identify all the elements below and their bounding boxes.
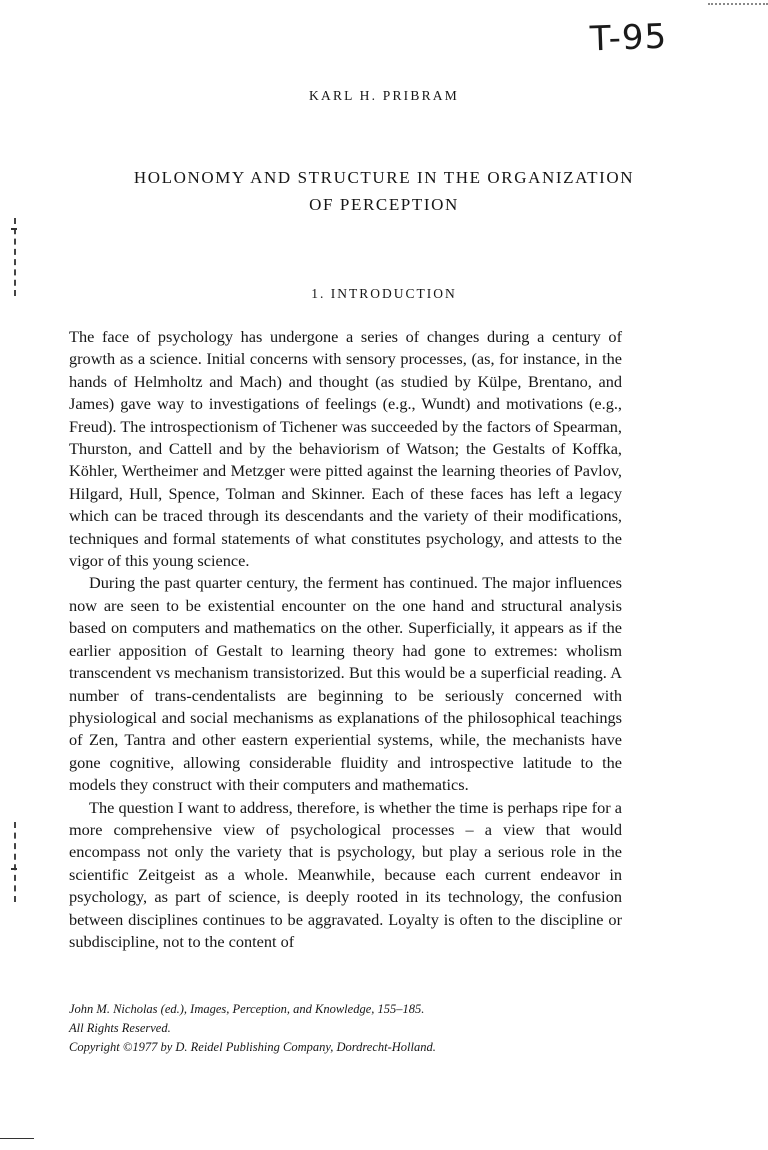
- margin-tick-top: [11, 228, 17, 230]
- footer-citation: John M. Nicholas (ed.), Images, Perception, and Knowledge, 155–185.: [69, 1002, 425, 1016]
- author-name: KARL H. PRIBRAM: [309, 88, 459, 103]
- bottom-rule: [0, 1138, 34, 1139]
- corner-scan-mark: [708, 3, 768, 7]
- paragraph-2: During the past quarter century, the ferment has continued. The major influences now are seen to be existential encounter on the one hand and structural analysis based on computers and mathematics on the other. Superficially, it appears as if the earlier apposition of Gestalt to learning theory had gone to extremes: wholism transcendent vs mechanism transistorized. But this would be a superficial reading. A number of trans-cendentalists are beginning to be seriously concerned with physiological and social mechanisms as explanations of the philosophical teachings of Zen, Tantra and other eastern experiential systems, while, the mechanists have gone cognitive, allowing considerable fluidity and introspective latitude to the models they construct with their computers and mathematics.: [69, 573, 622, 795]
- footer-citation-block: [69, 1000, 629, 1057]
- section-heading: 1. INTRODUCTION: [311, 286, 457, 301]
- paragraph-1: The face of psychology has undergone a series of changes during a century of growth as a science. Initial concerns with sensory processes, (as, for instance, in the hands of Helmholtz and Mach) and thought (as studied by Külpe, Brentano, and James) gave way to investigations of feelings (e.g., Wundt) and motivations (e.g., Freud). The introspectionism of Tichener was succeeded by the factors of Spearman, Thurston, and Cattell and by the behaviorism of Watson; the Gestalts of Koffka, Köhler, Wertheimer and Metzger were pitted against the learning theories of Pavlov, Hilgard, Hull, Spence, Tolman and Skinner. Each of these faces has left a legacy which can be traced through its descendants and the variety of their modifications, techniques and formal statements of what constitutes psychology, and attests to the vigor of this young science.: [69, 327, 622, 571]
- paragraph-3: The question I want to address, therefore, is whether the time is perhaps ripe for a more comprehensive view of psychological processes – a view that would encompass not only the variety that is psychology, but play a serious role in the scientific Zeitgeist as a whole. Meanwhile, because each current endeavor in psychology, as part of science, is deeply rooted in its technology, the confusion between disciplines continues to be aggravated. Loyalty is often to the discipline or subdiscipline, not to the content of: [69, 797, 622, 951]
- footer-rights: All Rights Reserved.: [69, 1021, 171, 1035]
- footer-copyright: Copyright ©1977 by D. Reidel Publishing Company, Dordrecht-Holland.: [69, 1040, 436, 1054]
- margin-tick-bottom: [11, 868, 17, 870]
- margin-mark-bottom: [14, 822, 16, 902]
- paper-title: [0, 164, 768, 218]
- handwritten-label: T-95: [589, 16, 668, 60]
- body-text: [69, 326, 622, 953]
- title-line-1: HOLONOMY AND STRUCTURE IN THE ORGANIZATION: [133, 168, 635, 187]
- title-line-2: OF PERCEPTION: [309, 195, 459, 214]
